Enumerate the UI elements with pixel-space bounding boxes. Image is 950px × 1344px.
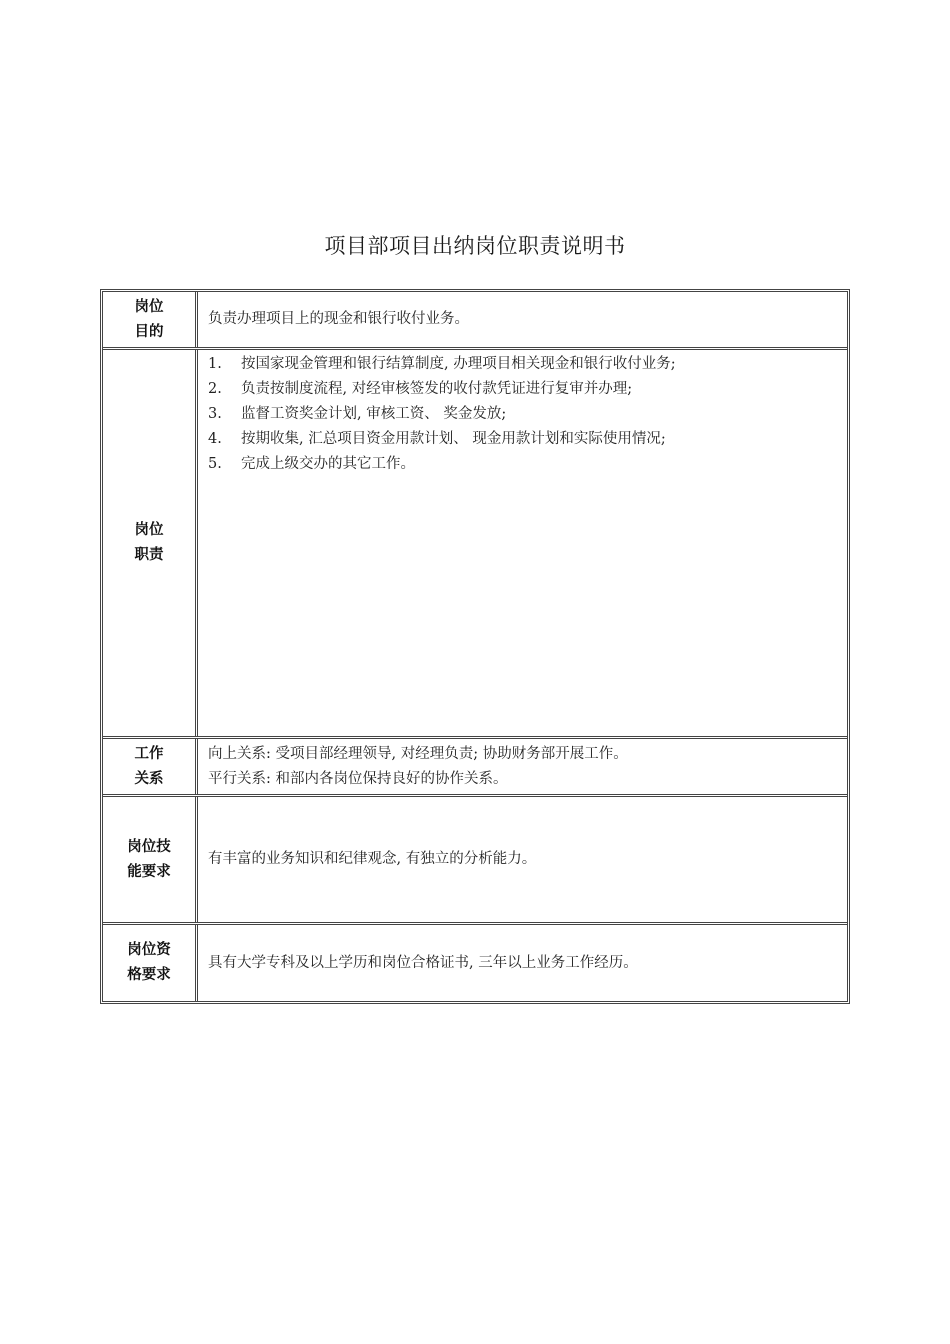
qualification-label-line2: 格要求 [127,967,171,983]
qualification-label-line1: 岗位资 [127,942,171,958]
job-description-table [100,289,850,1004]
qualification-content [198,925,847,1001]
duty-text: 按国家现金管理和银行结算制度, 办理项目相关现金和银行收付业务; [241,356,676,372]
duties-content [198,350,847,736]
duty-number: 1. [208,356,222,372]
relations-label-line2: 关系 [134,770,164,787]
duty-text: 完成上级交办的其它工作。 [241,456,415,472]
duty-number: 2. [208,381,222,397]
purpose-content [198,292,847,347]
duties-label-line2: 职责 [134,547,164,563]
skills-label-line2: 能要求 [127,863,171,880]
duty-item-5 [208,452,837,477]
duty-number: 4. [208,431,222,447]
table-row-duties [103,350,847,739]
duty-number: 3. [208,406,222,422]
duty-number: 5. [208,456,222,472]
relations-parallel-text: 平行关系: 和部内各岗位保持良好的协作关系。 [208,770,508,787]
skills-content [198,797,847,922]
qualification-text: 具有大学专科及以上学历和岗位合格证书, 三年以上业务工作经历。 [208,954,638,971]
relations-label-line1: 工作 [134,745,164,762]
duties-label-line1: 岗位 [134,522,164,538]
relations-upward-text: 向上关系: 受项目部经理领导, 对经理负责; 协助财务部开展工作。 [208,745,628,762]
duty-item-2 [208,377,837,402]
purpose-label [103,292,198,347]
skills-label [103,797,198,922]
purpose-label-line1: 岗位 [134,298,164,315]
relations-content [198,739,847,794]
table-row-purpose [103,292,847,350]
duty-text: 监督工资奖金计划, 审核工资、 奖金发放; [241,406,507,422]
purpose-label-line2: 目的 [134,323,164,340]
duty-item-4 [208,427,837,452]
purpose-text: 负责办理项目上的现金和银行收付业务。 [208,311,469,327]
duties-label [103,350,198,736]
table-row-skills [103,797,847,925]
table-row-relations [103,739,847,797]
qualification-label [103,925,198,1001]
skills-label-line1: 岗位技 [127,838,171,855]
duty-text: 按期收集, 汇总项目资金用款计划、 现金用款计划和实际使用情况; [241,431,666,447]
document-title: 项目部项目出纳岗位职责说明书 [324,234,626,258]
duty-item-1 [208,352,837,377]
relations-label [103,739,198,794]
table-row-qualification [103,925,847,1001]
skills-text: 有丰富的业务知识和纪律观念, 有独立的分析能力。 [208,851,537,867]
duty-text: 负责按制度流程, 对经审核签发的收付款凭证进行复审并办理; [241,381,633,397]
duty-item-3 [208,402,837,427]
